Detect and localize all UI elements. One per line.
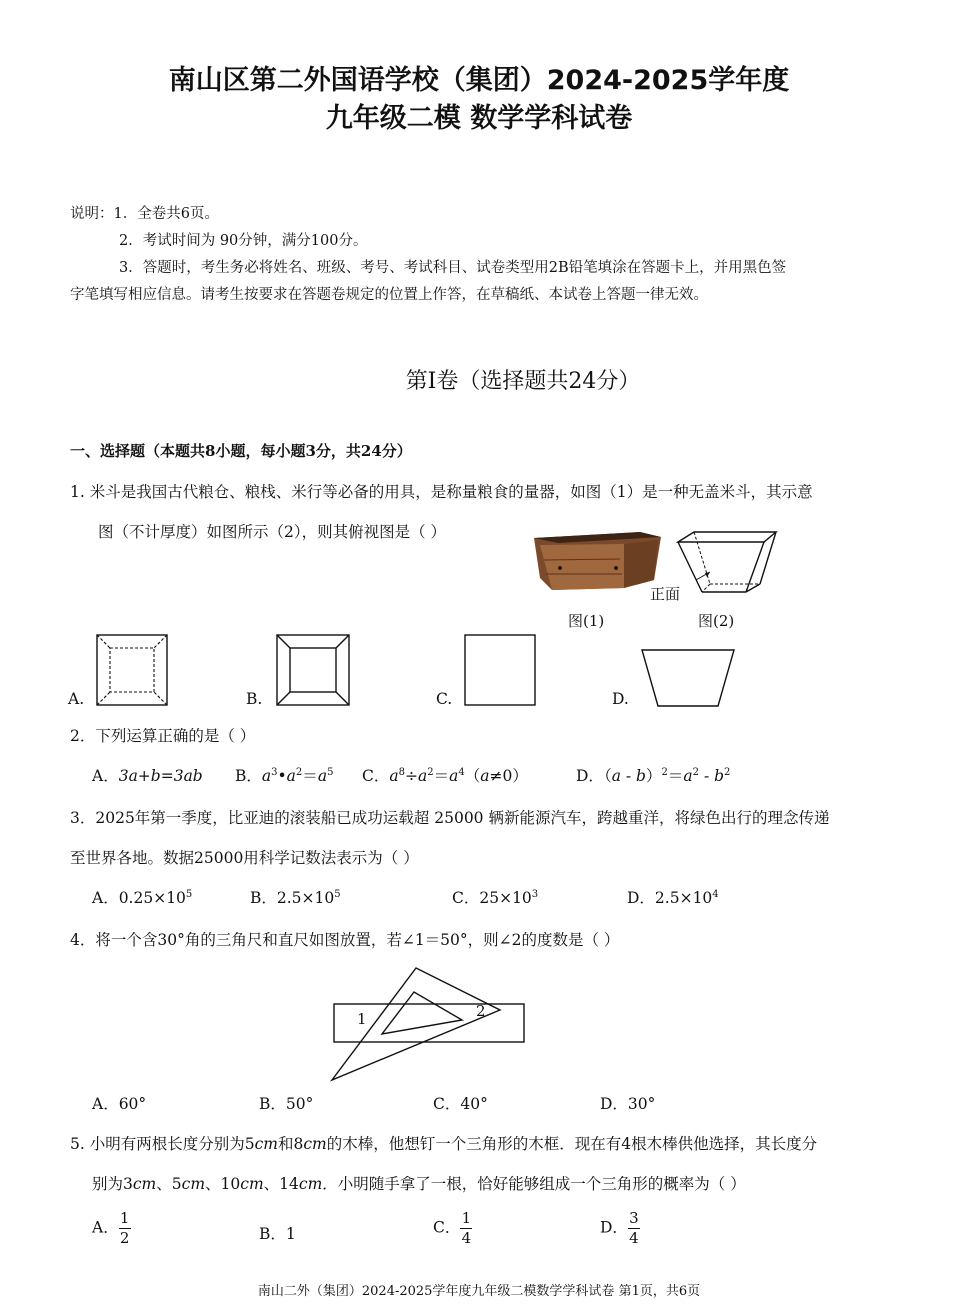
page-footer: 南山二外（集团）2024-2025学年度九年级二模数学学科试卷 第1页，共6页 [257,1284,701,1299]
instruction-line4: 字笔填写相应信息。请考生按要求在答题卷规定的位置上作答，在草稿纸、本试卷上答题一律无效。 [70,287,708,303]
q3-option-d: D．$2.5\times 10^4$ [627,888,719,907]
figure-1-caption: 图(1) [568,612,605,630]
q5-option-c: C． $\frac{1}{4}$ [433,1209,472,1247]
instruction-line1: 说明：1．全卷共6页。 [70,206,219,222]
q1-option-b-label: B. [246,690,263,708]
option-c-figure [464,634,536,706]
question-5-line1: 5. 小明有两根长度分别为5cm和8cm的木棒，他想钉一个三角形的木框．现在有4根木棒供他选择，其长度分 [70,1135,818,1153]
option-d-figure [640,648,736,708]
question-4-stem: 4．将一个含30°角的三角尺和直尺如图放置，若∠1＝50°，则∠2的度数是（ ） [70,931,620,949]
exam-title-line2: 九年级二模 数学学科试卷 [325,103,633,134]
question-1-line2: 图（不计厚度）如图所示（2），则其俯视图是（ ） [98,523,447,541]
q1-option-d-label: D. [612,690,629,708]
question-3-line1: 3．2025年第一季度，比亚迪的滚装船已成功运载超 25000 辆新能源汽车，跨越重洋，将绿色出行的理念传递 [70,809,830,827]
q2-option-d: D．$(a - b)^2=a^2 - b^2$ [576,766,731,785]
q1-option-c-label: C. [436,690,453,708]
instruction-line2: 2．考试时间为 90分钟，满分100分。 [119,233,368,249]
q2-option-b: B．$a^3•a^2=a^5$ [235,766,334,785]
q3-option-b: B．$2.5\times 10^5$ [250,888,341,907]
option-a-figure [96,634,168,706]
instruction-line3: 3．答题时，考生务必将姓名、班级、考号、考试科目、试卷类型用2B铅笔填涂在答题卡上，并用黑色签 [119,260,787,276]
q5-option-b: B．1 [259,1225,296,1243]
q4-option-c: C．40° [433,1095,488,1113]
question-3-line2: 至世界各地。数据25000用科学记数法表示为（ ） [70,849,419,867]
figure-2-caption: 图(2) [698,612,735,630]
q2-option-a: A．3a+b=3ab [92,767,203,785]
q1-option-a-label: A. [68,690,85,708]
q3-option-a: A．$0.25\times 10^5$ [92,888,193,907]
angle-2-label: 2 [476,1002,486,1020]
part-title: 一、选择题（本题共8小题，每小题3分，共24分） [70,442,412,460]
frustum-diagram [672,528,787,600]
q2-option-c: C．$a^8\div a^2=a^4(a\ne 0)$ [362,766,528,785]
q4-option-a: A．60° [92,1095,147,1113]
question-1-line1: 1. 米斗是我国古代粮仓、粮栈、米行等必备的用具，是称量粮食的量器，如图（1）是一种无盖米斗，其示意 [70,483,813,501]
option-b-figure [276,634,350,706]
angle-1-label: 1 [357,1010,367,1028]
rice-measure-photo [530,528,665,594]
question-5-line2: 别为3cm、5cm、10cm、14cm．小明随手拿了一根，恰好能够组成一个三角形的概率为（ ） [92,1175,746,1193]
q4-option-d: D．30° [600,1095,656,1113]
question-2-stem: 2．下列运算正确的是（ ） [70,727,256,745]
q3-option-c: C．$25\times 10^3$ [452,888,539,907]
front-face-label: 正面 [650,585,681,603]
q5-option-d: D． $\frac{3}{4}$ [600,1209,639,1247]
exam-title-line1: 南山区第二外国语学校（集团）2024-2025学年度 [168,65,790,96]
q5-option-a: A． $\frac{1}{2}$ [92,1209,130,1247]
section-title: 第Ⅰ卷（选择题共24分） [405,369,641,394]
q4-option-b: B．50° [259,1095,314,1113]
